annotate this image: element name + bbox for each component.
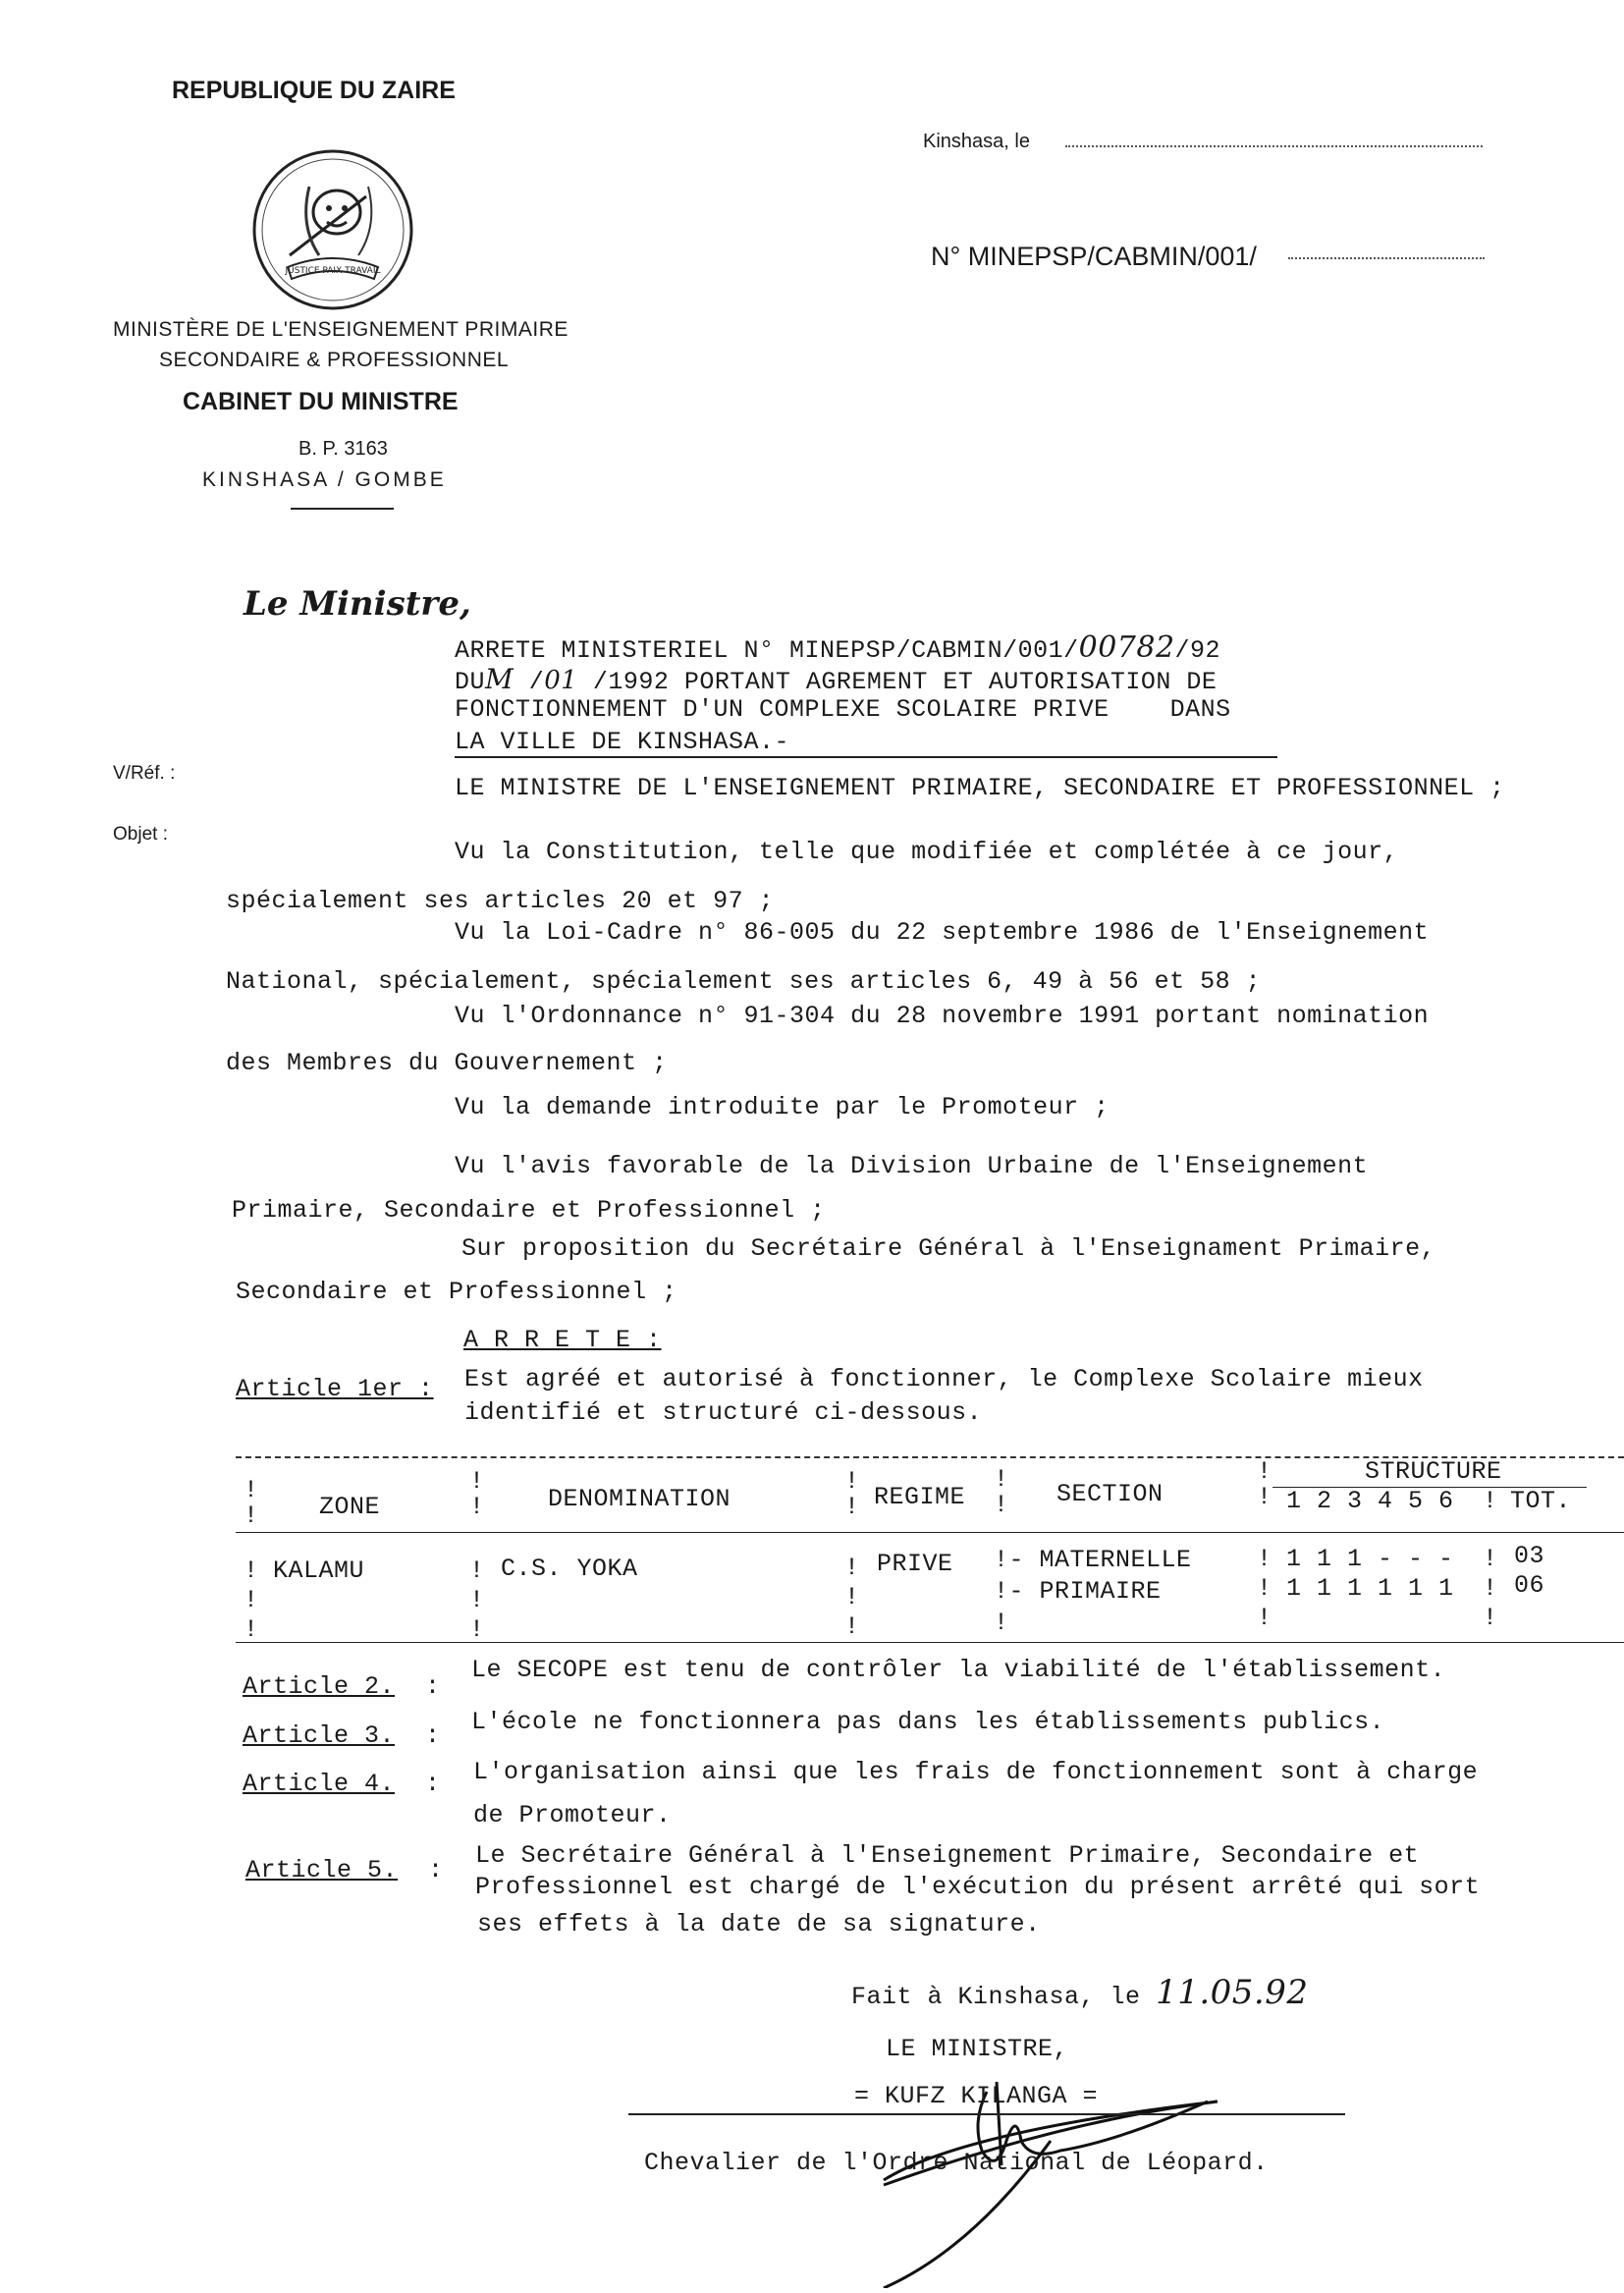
article-5-sep: : — [428, 1856, 444, 1884]
table-sep: ! ! ! — [244, 1556, 259, 1644]
article-1-label-text: Article 1er : — [236, 1375, 434, 1403]
cabinet-title: CABINET DU MINISTRE — [183, 388, 459, 415]
minister-line: LE MINISTRE DE L'ENSEIGNEMENT PRIMAIRE, SECONDAIRE ET PROFESSIONNEL ; — [455, 774, 1505, 802]
minister-signature — [825, 1993, 1237, 2288]
arrete-number-suffix: /92 — [1174, 636, 1221, 665]
minister-name: = KUFZ KILANGA = — [854, 2082, 1099, 2110]
table-sep: ! ! ! — [1257, 1545, 1272, 1632]
table-sep: ! ! — [844, 1467, 860, 1521]
arrete-title-line-2 — [455, 663, 1217, 696]
name-rule — [628, 2113, 1345, 2115]
col-header-denomination: DENOMINATION — [548, 1485, 731, 1513]
col-header-structure: STRUCTURE — [1365, 1457, 1502, 1486]
article-1-text-2: identifié et structuré ci-dessous. — [464, 1398, 983, 1427]
arrete-title-line-3: FONCTIONNEMENT D'UN COMPLEXE SCOLAIRE PRIVE DANS — [455, 695, 1231, 724]
country-title: REPUBLIQUE DU ZAIRE — [172, 77, 456, 104]
levels-primaire: 1 1 1 1 1 1 — [1286, 1574, 1454, 1603]
article-4-text-1: L'organisation ainsi que les frais de fonctionnement sont à charge — [473, 1758, 1479, 1786]
section-primaire: - PRIMAIRE — [1008, 1577, 1162, 1606]
handwritten-day: M — [485, 663, 514, 695]
col-header-zone: ZONE — [319, 1493, 381, 1521]
article-2-sep: : — [425, 1672, 441, 1701]
coat-of-arms-seal — [250, 147, 415, 312]
postal-box: B. P. 3163 — [298, 438, 388, 460]
table-sep: ! ! ! — [469, 1556, 485, 1644]
table-row-section-2: !- PRIMAIRE — [994, 1577, 1162, 1606]
du-prefix: DU — [455, 668, 486, 696]
table-row-zone: KALAMU — [273, 1556, 365, 1585]
visa-loi-cadre-2: National, spécialement, spécialement ses articles 6, 49 à 56 et 58 ; — [226, 967, 1262, 996]
article-4-text-2: de Promoteur. — [473, 1801, 672, 1829]
table-sep: ! ! — [244, 1476, 259, 1530]
ministry-line-2: SECONDAIRE & PROFESSIONNEL — [159, 349, 510, 371]
article-2-text: Le SECOPE est tenu de contrôler la viabilité de l'établissement. — [471, 1656, 1446, 1684]
table-sep: ! ! ! — [1483, 1545, 1498, 1632]
table-header-rule — [236, 1532, 1624, 1533]
visa-constitution-2: spécialement ses articles 20 et 97 ; — [226, 887, 775, 915]
col-header-levels: 1 2 3 4 5 6 — [1286, 1487, 1454, 1515]
city-gombe: KINSHASA / GOMBE — [202, 468, 447, 491]
handwritten-signing-date: 11.05.92 — [1156, 1973, 1309, 2012]
arrete-heading: A R R E T E : — [463, 1326, 662, 1354]
letterhead-underline — [291, 508, 394, 510]
table-sep: ! ! — [469, 1467, 485, 1521]
table-sep: ! — [1483, 1487, 1498, 1515]
article-4-sep: : — [425, 1770, 441, 1798]
objet-label: Objet : — [113, 824, 168, 845]
article-4-label — [243, 1770, 441, 1798]
proposition-1: Sur proposition du Secrétaire Général à l'Enseignament Primaire, — [461, 1234, 1436, 1263]
section-maternelle: - MATERNELLE — [1008, 1546, 1192, 1574]
article-3-sep: : — [425, 1721, 441, 1750]
levels-maternelle: 1 1 1 - - - — [1286, 1545, 1454, 1573]
table-sep: ! — [994, 1609, 1009, 1637]
article-5-text-1: Le Secrétaire Général à l'Enseignement Primaire, Secondaire et — [475, 1841, 1420, 1870]
col-header-section: SECTION — [1056, 1480, 1164, 1508]
date-slash: / — [528, 668, 545, 696]
handwritten-arrete-number: 00782 — [1078, 630, 1175, 665]
total-primaire: 06 — [1514, 1571, 1545, 1600]
place-date-label: Kinshasa, le — [923, 131, 1030, 152]
minister-signature-title: LE MINISTRE, — [886, 2035, 1069, 2063]
svg-text:JUSTICE PAIX TRAVAIL: JUSTICE PAIX TRAVAIL — [285, 266, 381, 276]
title-underline — [455, 756, 1277, 758]
article-2-label — [243, 1672, 441, 1701]
visa-ordonnance-2: des Membres du Gouvernement ; — [226, 1049, 668, 1077]
article-4-label-text: Article 4. — [243, 1770, 396, 1798]
arrete-title-line-4: LA VILLE DE KINSHASA.- — [455, 728, 790, 756]
article-5-label — [245, 1856, 444, 1884]
fait-a-label: Fait à Kinshasa, le — [851, 1983, 1141, 2011]
table-row-denomination: C.S. YOKA — [501, 1555, 638, 1583]
vref-label: V/Réf. : — [113, 763, 176, 784]
article-5-label-text: Article 5. — [245, 1856, 399, 1884]
ministry-line-1: MINISTÈRE DE L'ENSEIGNEMENT PRIMAIRE — [113, 318, 568, 341]
article-2-label-text: Article 2. — [243, 1672, 396, 1701]
article-1-text-1: Est agréé et autorisé à fonctionner, le Complexe Scolaire mieux — [464, 1365, 1424, 1393]
visa-loi-cadre-1: Vu la Loi-Cadre n° 86-005 du 22 septembre 1986 de l'Enseignement — [455, 918, 1430, 947]
table-row-regime: PRIVE — [877, 1550, 953, 1578]
col-header-regime: REGIME — [874, 1483, 966, 1511]
article-5-text-2: Professionnel est chargé de l'exécution du présent arrêté qui sort — [475, 1873, 1481, 1901]
visa-avis-1: Vu l'avis favorable de la Division Urbaine de l'Enseignement — [455, 1152, 1369, 1180]
arrete-title-line-1 — [455, 630, 1220, 665]
arrete-number-prefix: ARRETE MINISTERIEL N° MINEPSP/CABMIN/001/ — [455, 636, 1079, 665]
visa-ordonnance-1: Vu l'Ordonnance n° 91-304 du 28 novembre 1991 portant nomination — [455, 1002, 1430, 1030]
signature-scribble-icon — [825, 1993, 1237, 2288]
visa-demande: Vu la demande introduite par le Promoteur ; — [455, 1093, 1110, 1121]
reference-line — [1288, 257, 1485, 259]
table-row-section-1: !- MATERNELLE — [994, 1546, 1192, 1574]
reference-number: N° MINEPSP/CABMIN/001/ — [931, 242, 1257, 271]
visa-avis-2: Primaire, Secondaire et Professionnel ; — [232, 1196, 826, 1225]
handwritten-month: 01 — [544, 666, 578, 695]
article-5-text-3: ses effets à la date de sa signature. — [477, 1910, 1041, 1938]
minister-honor: Chevalier de l'Ordre National de Léopard. — [644, 2149, 1269, 2177]
date-line — [1065, 145, 1483, 147]
article-3-text: L'école ne fonctionnera pas dans les établissements publics. — [471, 1708, 1385, 1736]
table-sep: ! ! — [994, 1465, 1009, 1519]
title-line-2-text: /1992 PORTANT AGREMENT ET AUTORISATION DE — [592, 668, 1218, 696]
visa-constitution-1: Vu la Constitution, telle que modifiée et complétée à ce jour, — [455, 838, 1399, 866]
table-bottom-rule — [236, 1642, 1624, 1643]
total-maternelle: 03 — [1514, 1542, 1545, 1570]
col-header-total: TOT. — [1510, 1487, 1572, 1515]
minister-title: Le Ministre, — [244, 584, 471, 624]
proposition-2: Secondaire et Professionnel ; — [236, 1278, 677, 1306]
table-sep: ! ! ! — [844, 1554, 860, 1641]
table-sep: ! ! — [1257, 1457, 1272, 1511]
article-3-label-text: Article 3. — [243, 1721, 396, 1750]
leopard-seal-icon — [250, 147, 415, 312]
article-3-label — [243, 1721, 441, 1750]
article-1-label — [236, 1375, 434, 1403]
